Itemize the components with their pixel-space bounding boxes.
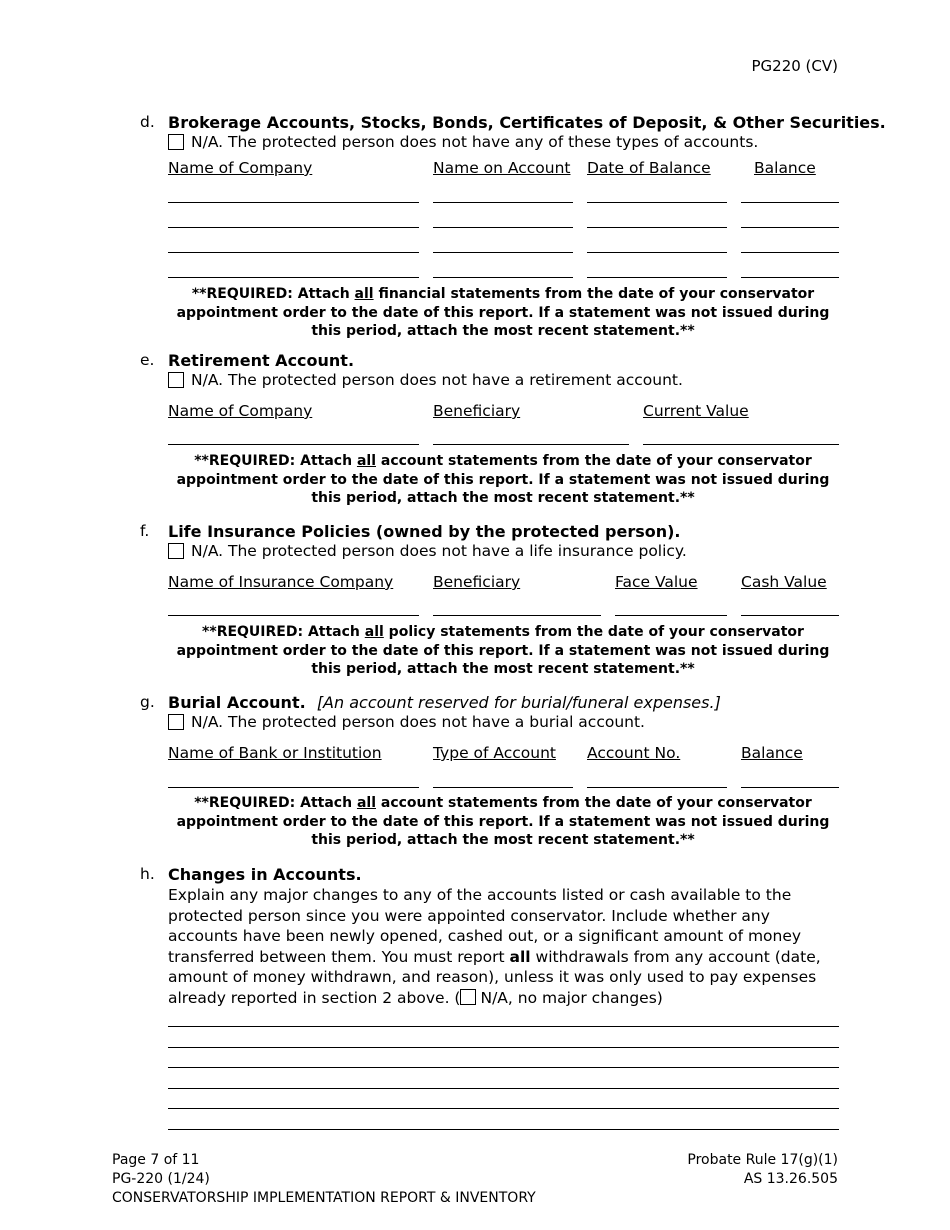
section-d-field[interactable]	[433, 227, 573, 228]
section-d-field[interactable]	[741, 227, 839, 228]
section-h-line[interactable]	[168, 1088, 839, 1089]
section-d-field[interactable]	[168, 202, 419, 203]
section-h-body: Explain any major changes to any of the accounts listed or cash available to the protected person since you were appointed conservator. Include whether any accounts have been newly opened, cashed out, or a significant amount of money transferred between them. You must report all withdrawals from any account (date, amount of money withdrawn, and reason), unless it was only used to pay expenses already reported in section 2 above. ( N/A, no major changes)	[168, 886, 821, 1007]
section-h-line[interactable]	[168, 1108, 839, 1109]
section-g-col-balance: Balance	[741, 744, 803, 762]
section-g-col-account-no: Account No.	[587, 744, 681, 762]
section-g-na	[168, 713, 645, 731]
section-d-field[interactable]	[168, 252, 419, 253]
section-f-field[interactable]	[615, 615, 727, 616]
footer-rule: Probate Rule 17(g)(1)	[687, 1152, 838, 1168]
footer-form-number: PG-220 (1/24)	[112, 1171, 210, 1187]
section-g-field[interactable]	[741, 787, 839, 788]
section-g-na-checkbox[interactable]	[168, 714, 184, 730]
section-g-title-wrap	[168, 693, 721, 712]
section-e-na-label: N/A. The protected person does not have a retirement account.	[191, 371, 683, 389]
footer-left	[112, 1151, 536, 1208]
section-g-required-note: **REQUIRED: Attach all account statements from the date of your conservator appointment order to the date of this report. If a statement was not issued during this period, attach the most recent statement.**	[176, 795, 830, 848]
section-f-na-label: N/A. The protected person does not have a life insurance policy.	[191, 542, 687, 560]
section-h-line[interactable]	[168, 1067, 839, 1068]
section-g-subtitle: [An account reserved for burial/funeral expenses.]	[316, 693, 721, 712]
section-g-field[interactable]	[587, 787, 727, 788]
section-f-field[interactable]	[168, 615, 419, 616]
section-d-field[interactable]	[433, 277, 573, 278]
section-d-field[interactable]	[741, 202, 839, 203]
section-f-title: Life Insurance Policies (owned by the protected person).	[168, 522, 681, 541]
section-d-field[interactable]	[168, 277, 419, 278]
section-g-col-bank: Name of Bank or Institution	[168, 744, 382, 762]
section-d-col-date: Date of Balance	[587, 159, 711, 177]
section-e-na	[168, 371, 683, 389]
section-f-col-face-value: Face Value	[615, 573, 698, 591]
section-d-field[interactable]	[433, 202, 573, 203]
section-d-field[interactable]	[741, 252, 839, 253]
section-d-letter: d.	[140, 113, 155, 131]
section-g-letter: g.	[140, 693, 155, 711]
section-h-line[interactable]	[168, 1129, 839, 1130]
section-d-col-balance: Balance	[754, 159, 816, 177]
section-h-line[interactable]	[168, 1047, 839, 1048]
section-e-col-beneficiary: Beneficiary	[433, 402, 521, 420]
section-d-field[interactable]	[587, 277, 727, 278]
section-f-col-company: Name of Insurance Company	[168, 573, 394, 591]
section-d-field[interactable]	[587, 227, 727, 228]
section-f-col-beneficiary: Beneficiary	[433, 573, 521, 591]
form-id: PG220 (CV)	[751, 57, 838, 75]
section-h-na-label: N/A, no major changes)	[480, 988, 663, 1007]
section-f-field[interactable]	[741, 615, 839, 616]
section-d-field[interactable]	[168, 227, 419, 228]
section-e-field[interactable]	[643, 444, 839, 445]
section-g-field[interactable]	[168, 787, 419, 788]
section-h-na-checkbox[interactable]	[460, 989, 476, 1005]
section-d-field[interactable]	[741, 277, 839, 278]
section-d-na	[168, 133, 758, 151]
section-h-line[interactable]	[168, 1026, 839, 1027]
section-e-field[interactable]	[433, 444, 629, 445]
section-f-required-note: **REQUIRED: Attach all policy statements from the date of your conservator appointment order to the date of this report. If a statement was not issued during this period, attach the most recent statement.**	[176, 624, 830, 677]
section-f-na-checkbox[interactable]	[168, 543, 184, 559]
section-f-col-cash-value: Cash Value	[741, 573, 827, 591]
section-e-letter: e.	[140, 351, 155, 369]
footer-right	[687, 1151, 838, 1189]
section-h-letter: h.	[140, 865, 155, 883]
section-f-na	[168, 542, 687, 560]
footer-page: Page 7 of 11	[112, 1152, 200, 1168]
section-d-field[interactable]	[587, 202, 727, 203]
section-g-col-type: Type of Account	[433, 744, 556, 762]
section-g-na-label: N/A. The protected person does not have a burial account.	[191, 713, 645, 731]
section-d-required-note: **REQUIRED: Attach all financial statements from the date of your conservator appointment order to the date of this report. If a statement was not issued during this period, attach the most recent statement.**	[176, 286, 830, 339]
section-e-title: Retirement Account.	[168, 351, 355, 370]
section-d-na-label: N/A. The protected person does not have any of these types of accounts.	[191, 133, 759, 151]
section-e-required-note: **REQUIRED: Attach all account statements from the date of your conservator appointment order to the date of this report. If a statement was not issued during this period, attach the most recent statement.**	[176, 453, 830, 506]
section-e-col-value: Current Value	[643, 402, 749, 420]
section-f-field[interactable]	[433, 615, 601, 616]
section-e-col-company: Name of Company	[168, 402, 313, 420]
section-d-na-checkbox[interactable]	[168, 134, 184, 150]
section-d-title: Brokerage Accounts, Stocks, Bonds, Certificates of Deposit, & Other Securities.	[168, 113, 886, 132]
section-e-na-checkbox[interactable]	[168, 372, 184, 388]
section-d-col-company: Name of Company	[168, 159, 313, 177]
footer-form-title: CONSERVATORSHIP IMPLEMENTATION REPORT & INVENTORY	[112, 1190, 536, 1206]
footer-statute: AS 13.26.505	[743, 1171, 838, 1187]
section-d-field[interactable]	[433, 252, 573, 253]
section-h-title: Changes in Accounts.	[168, 865, 362, 884]
section-g-field[interactable]	[433, 787, 573, 788]
section-d-col-name-on-account: Name on Account	[433, 159, 571, 177]
section-d-field[interactable]	[587, 252, 727, 253]
section-f-letter: f.	[140, 522, 150, 540]
section-e-field[interactable]	[168, 444, 419, 445]
section-g-title: Burial Account.	[168, 693, 306, 712]
